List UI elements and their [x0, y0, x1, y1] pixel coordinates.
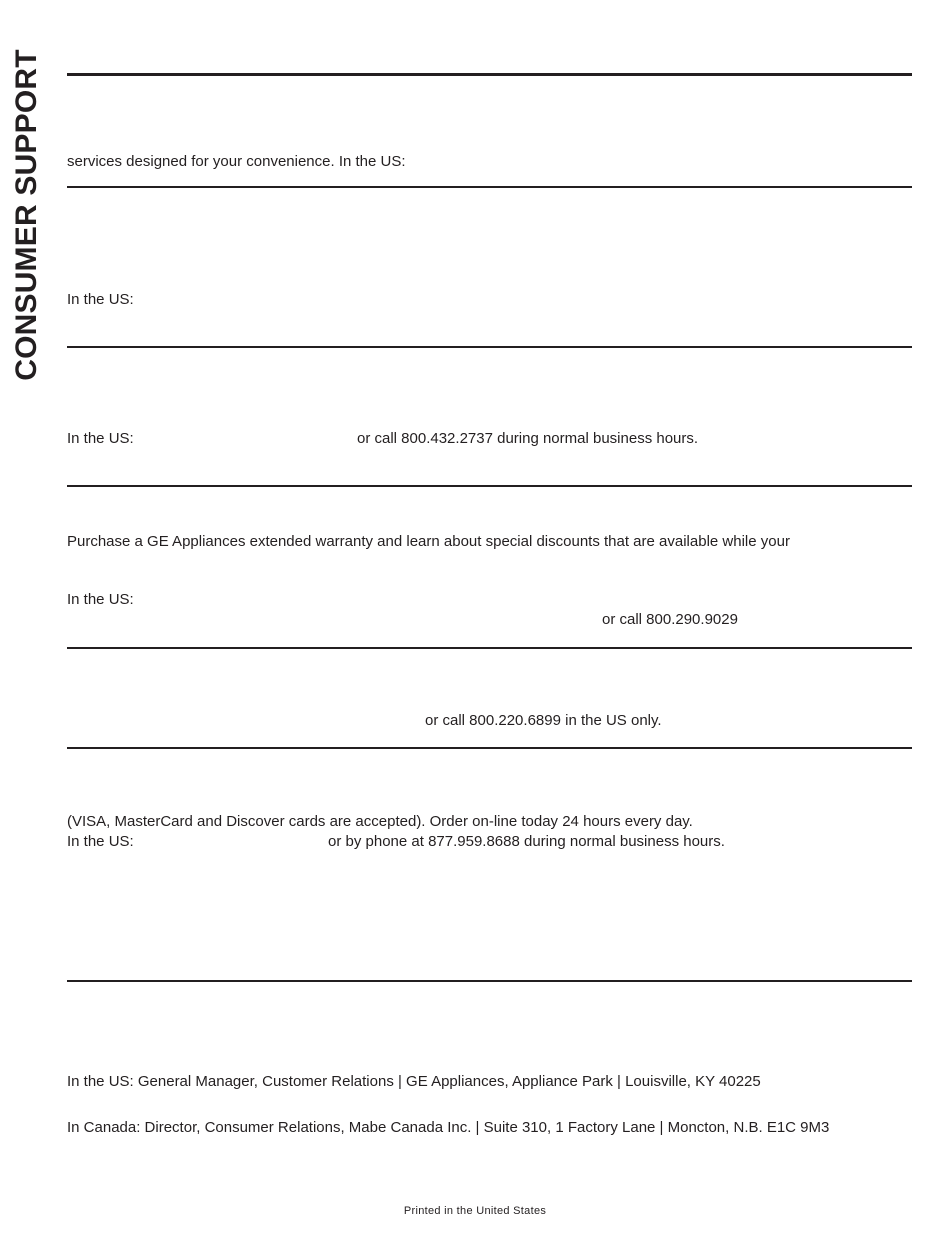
- divider-6: [67, 980, 912, 982]
- extended-warranty-phone: or call 800.290.9029: [602, 611, 738, 628]
- extended-warranty-prefix: In the US:: [67, 591, 134, 608]
- parts-accessories-prefix: In the US:: [67, 833, 134, 850]
- side-title-text: CONSUMER SUPPORT: [10, 49, 43, 381]
- contact-canada-address: In Canada: Director, Consumer Relations, Mabe Canada Inc. | Suite 310, 1 Factory Lane | Moncton, N.B. E1C 9M3: [67, 1119, 830, 1136]
- divider-4: [67, 647, 912, 649]
- remote-connectivity-phone: or call 800.220.6899 in the US only.: [425, 712, 662, 729]
- divider-2: [67, 346, 912, 348]
- side-title: [0, 0, 44, 400]
- schedule-service-phone: or call 800.432.2737 during normal business hours.: [357, 430, 699, 447]
- intro-text: services designed for your convenience. In the US:: [67, 153, 406, 170]
- divider-1: [67, 186, 912, 188]
- divider-top: [67, 73, 912, 76]
- divider-5: [67, 747, 912, 749]
- extended-warranty-text: Purchase a GE Appliances extended warranty and learn about special discounts that are available while your: [67, 533, 790, 550]
- parts-accessories-text: (VISA, MasterCard and Discover cards are accepted). Order on-line today 24 hours every day.: [67, 813, 693, 830]
- register-text: In the US:: [67, 291, 134, 308]
- contact-us-address: In the US: General Manager, Customer Relations | GE Appliances, Appliance Park | Louisville, KY 40225: [67, 1073, 761, 1090]
- divider-3: [67, 485, 912, 487]
- schedule-service-prefix: In the US:: [67, 430, 134, 447]
- parts-accessories-phone: or by phone at 877.959.8688 during normal business hours.: [328, 833, 725, 850]
- printed-footer: Printed in the United States: [403, 1205, 547, 1217]
